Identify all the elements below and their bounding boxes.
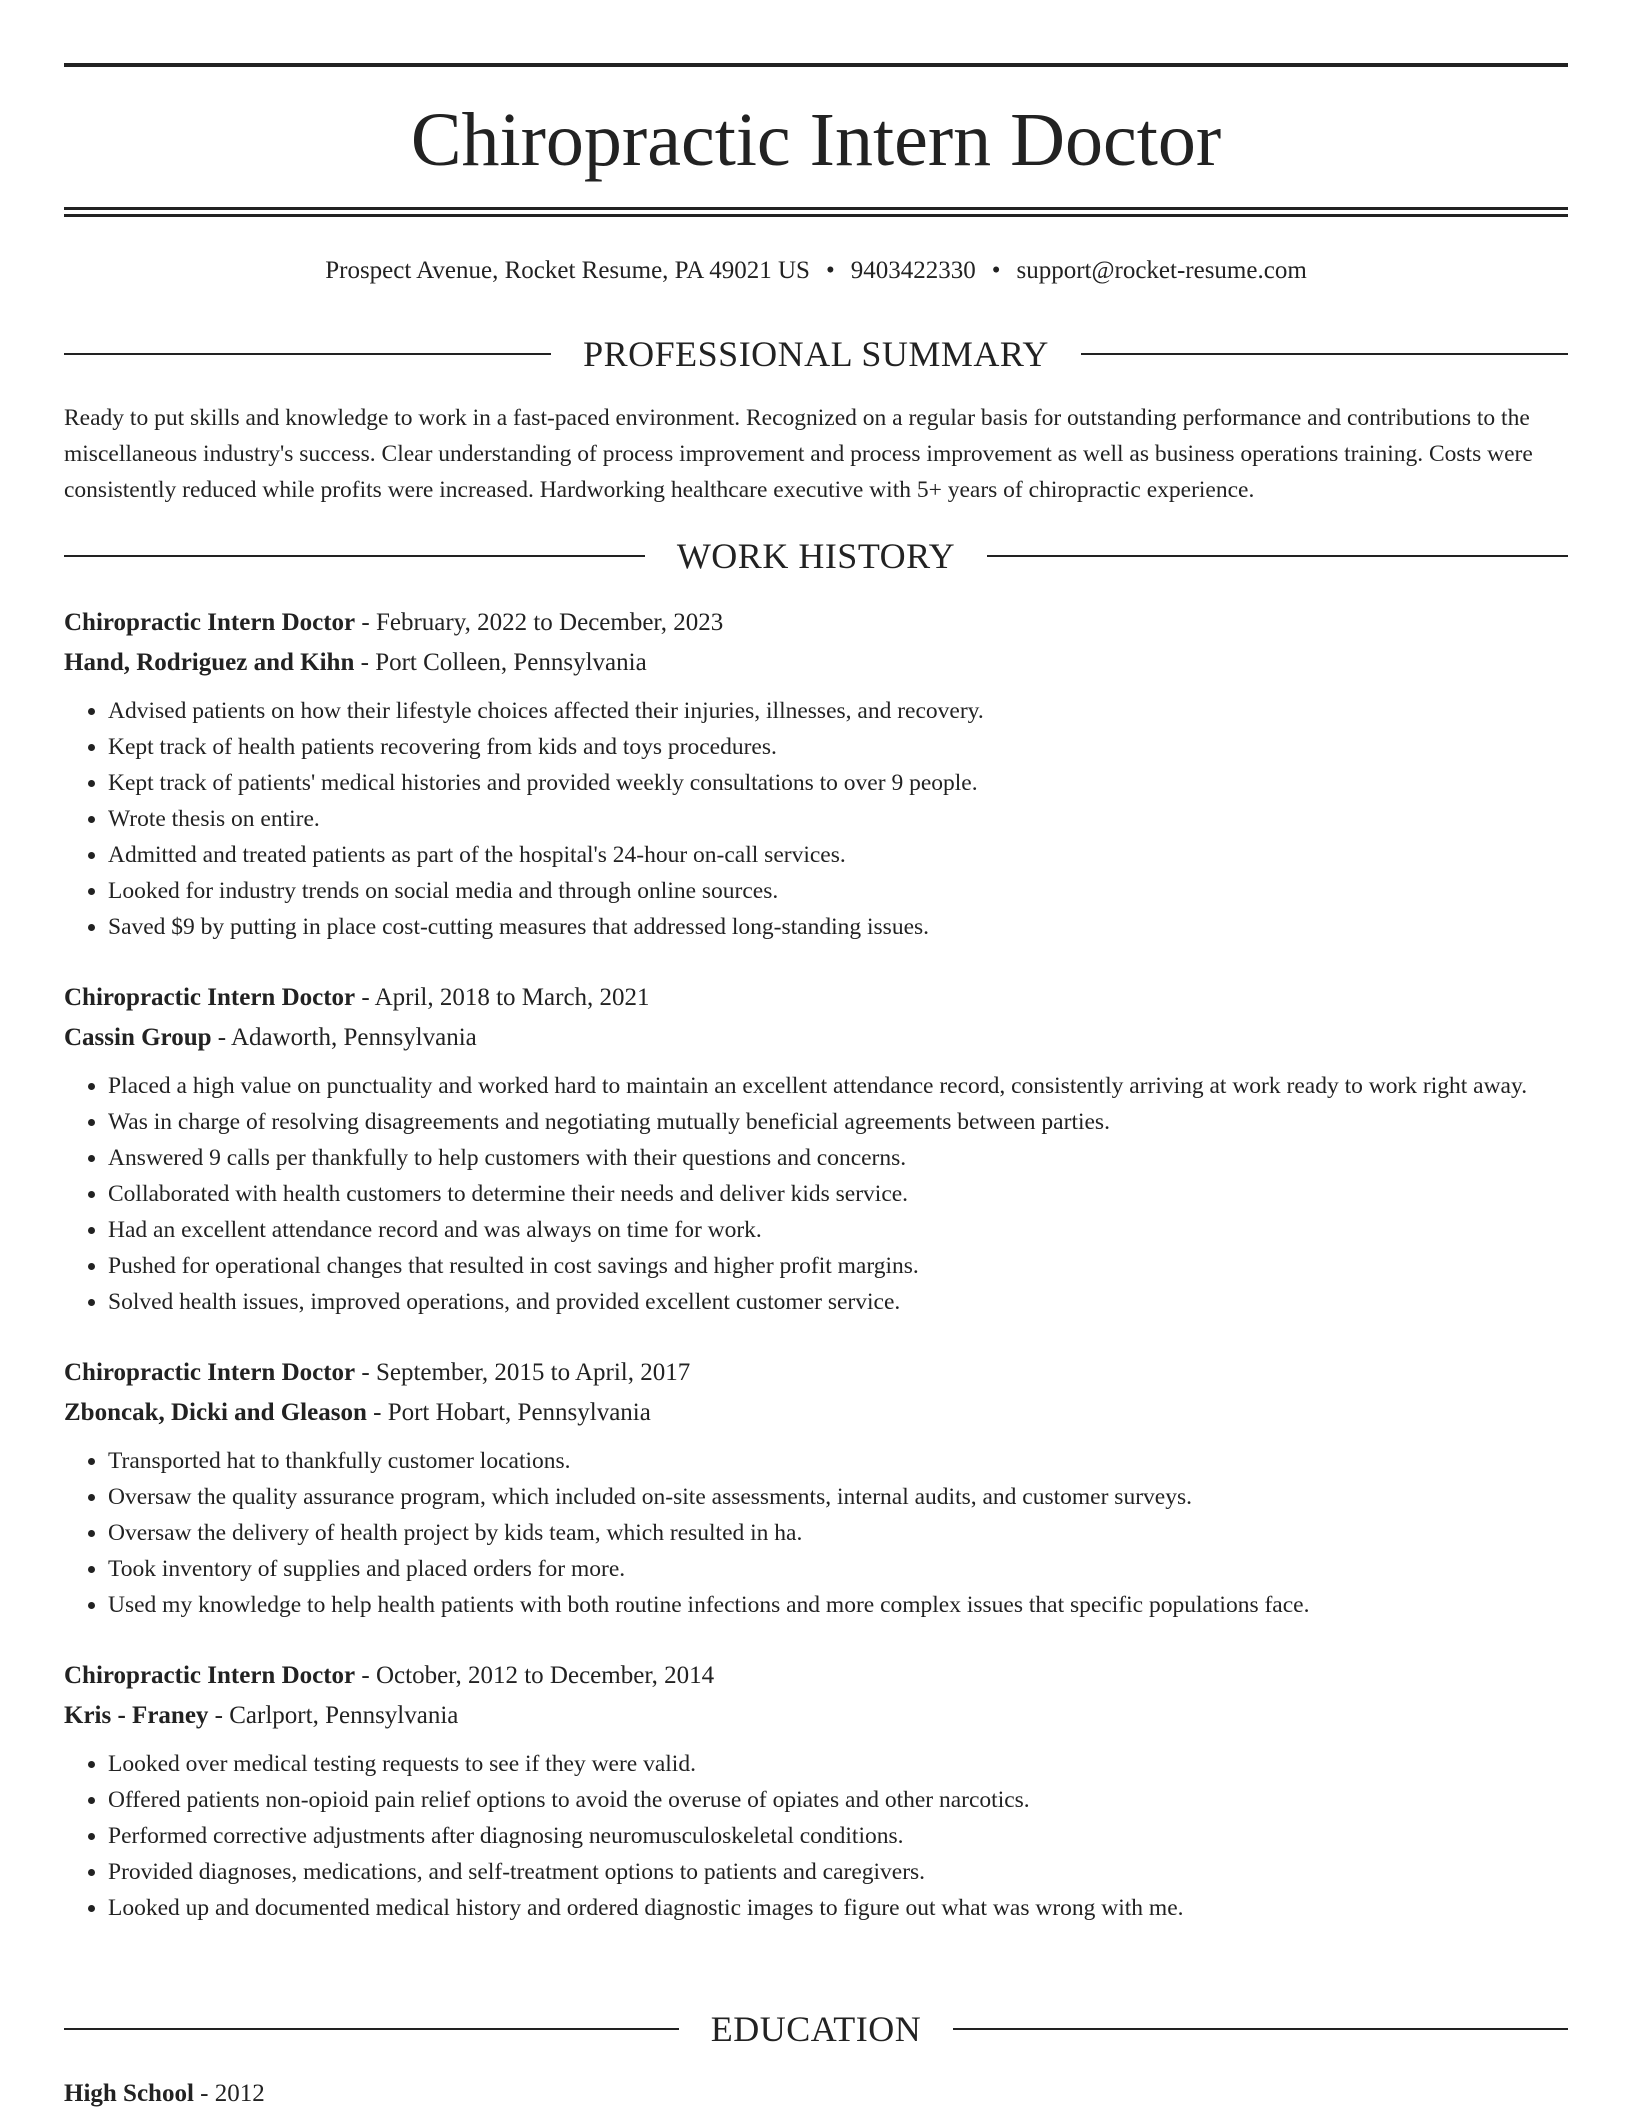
job-bullets (64, 1746, 1568, 1926)
job-entry (64, 1353, 1568, 1623)
summary-section-header (64, 332, 1568, 376)
job-bullet: • Looked for industry trends on social media and through online sources. (108, 873, 1568, 909)
education-degree: High School (64, 2080, 194, 2107)
job-company: Cassin Group (64, 1024, 212, 1051)
job-title-line: Chiropractic Intern Doctor - April, 2018 to March, 2021 (64, 984, 650, 1011)
divider-line (1081, 353, 1568, 355)
job-title-line: Chiropractic Intern Doctor - September, 2015 to April, 2017 (64, 1359, 691, 1386)
job-bullet: • Solved health issues, improved operations, and provided excellent customer service. (108, 1284, 1568, 1320)
education-year: 2012 (214, 2080, 265, 2107)
job-location: Adaworth, Pennsylvania (230, 1024, 477, 1051)
divider-line (64, 2028, 679, 2030)
title-double-rule (64, 207, 1568, 217)
contact-email: support@rocket-resume.com (1016, 257, 1307, 284)
summary-section-title: PROFESSIONAL SUMMARY (583, 334, 1049, 374)
job-bullet: • Saved $9 by putting in place cost-cutting measures that addressed long-standing issues. (108, 909, 1568, 945)
job-bullet: • Looked over medical testing requests to see if they were valid. (108, 1746, 1568, 1782)
contact-separator: • (991, 257, 1001, 284)
job-bullet: • Looked up and documented medical history and ordered diagnostic images to figure out what was wrong with me. (108, 1890, 1568, 1926)
education-section-title: EDUCATION (710, 2009, 922, 2049)
job-bullet: • Admitted and treated patients as part of the hospital's 24-hour on-call services. (108, 837, 1568, 873)
job-bullet: • Placed a high value on punctuality and worked hard to maintain an excellent attendance record, consistently arriving at work ready to work right away. (108, 1068, 1568, 1104)
contact-address: Prospect Avenue, Rocket Resume, PA 49021 US (325, 257, 810, 284)
job-bullet: • Oversaw the quality assurance program, which included on-site assessments, internal audits, and customer surveys. (108, 1479, 1568, 1515)
work-history-list (64, 603, 1568, 1959)
job-title-line: Chiropractic Intern Doctor - February, 2022 to December, 2023 (64, 609, 724, 636)
job-bullet: • Took inventory of supplies and placed orders for more. (108, 1551, 1568, 1587)
divider-line (64, 555, 645, 557)
job-entry (64, 978, 1568, 1320)
job-bullet: • Collaborated with health customers to determine their needs and deliver kids service. (108, 1176, 1568, 1212)
job-company-line: Kris - Franey - Carlport, Pennsylvania (64, 1702, 459, 1729)
job-title: Chiropractic Intern Doctor (64, 609, 356, 636)
job-bullet: • Was in charge of resolving disagreements and negotiating mutually beneficial agreements between parties. (108, 1104, 1568, 1140)
job-company-line: Zboncak, Dicki and Gleason - Port Hobart, Pennsylvania (64, 1399, 651, 1426)
job-bullet: • Kept track of health patients recovering from kids and toys procedures. (108, 729, 1568, 765)
top-rule (64, 63, 1568, 67)
work-section-header (64, 534, 1568, 578)
contact-phone: 9403422330 (850, 257, 976, 284)
job-bullet: • Provided diagnoses, medications, and self-treatment options to patients and caregivers. (108, 1854, 1568, 1890)
education-entry: High School - 2012 (64, 2080, 265, 2107)
job-title-line: Chiropractic Intern Doctor - October, 2012 to December, 2014 (64, 1662, 715, 1689)
job-dates: February, 2022 to December, 2023 (375, 609, 724, 636)
contact-line (64, 254, 1568, 288)
job-bullets (64, 1068, 1568, 1320)
job-bullet: • Had an excellent attendance record and was always on time for work. (108, 1212, 1568, 1248)
education-section-header (64, 2007, 1568, 2051)
work-section-title: WORK HISTORY (676, 536, 956, 576)
job-dates: October, 2012 to December, 2014 (375, 1662, 715, 1689)
job-dates: April, 2018 to March, 2021 (374, 984, 650, 1011)
job-company: Hand, Rodriguez and Kihn (64, 649, 355, 676)
job-bullet: • Advised patients on how their lifestyle choices affected their injuries, illnesses, and recovery. (108, 693, 1568, 729)
job-dates: September, 2015 to April, 2017 (375, 1359, 691, 1386)
job-title: Chiropractic Intern Doctor (64, 984, 356, 1011)
job-bullet: • Oversaw the delivery of health project by kids team, which resulted in ha. (108, 1515, 1568, 1551)
job-entry (64, 1656, 1568, 1926)
job-entry (64, 603, 1568, 945)
job-title: Chiropractic Intern Doctor (64, 1662, 356, 1689)
job-bullet: • Answered 9 calls per thankfully to help customers with their questions and concerns. (108, 1140, 1568, 1176)
job-bullets (64, 693, 1568, 945)
job-bullet: • Offered patients non-opioid pain relief options to avoid the overuse of opiates and other narcotics. (108, 1782, 1568, 1818)
divider-line (987, 555, 1568, 557)
divider-line (953, 2028, 1568, 2030)
job-company: Kris - Franey (64, 1702, 209, 1729)
job-bullet: • Wrote thesis on entire. (108, 801, 1568, 837)
job-company: Zboncak, Dicki and Gleason (64, 1399, 367, 1426)
job-bullet: • Performed corrective adjustments after diagnosing neuromusculoskeletal conditions. (108, 1818, 1568, 1854)
contact-separator: • (825, 257, 835, 284)
job-bullet: • Transported hat to thankfully customer locations. (108, 1443, 1568, 1479)
resume-title: Chiropractic Intern Doctor (410, 98, 1222, 182)
job-bullets (64, 1443, 1568, 1623)
divider-line (64, 353, 551, 355)
job-bullet: • Used my knowledge to help health patients with both routine infections and more complex issues that specific populations face. (108, 1587, 1568, 1623)
job-bullet: • Kept track of patients' medical histories and provided weekly consultations to over 9 people. (108, 765, 1568, 801)
job-title: Chiropractic Intern Doctor (64, 1359, 356, 1386)
job-location: Port Hobart, Pennsylvania (387, 1399, 651, 1426)
job-location: Port Colleen, Pennsylvania (375, 649, 647, 676)
job-company-line: Cassin Group - Adaworth, Pennsylvania (64, 1024, 477, 1051)
job-location: Carlport, Pennsylvania (229, 1702, 459, 1729)
job-company-line: Hand, Rodriguez and Kihn - Port Colleen, Pennsylvania (64, 649, 647, 676)
professional-summary: Ready to put skills and knowledge to work in a fast-paced environment. Recognized on a regular basis for outstanding performance and contributions to the miscellaneous industry's success. Clear understanding of process improvement and process improvement as well as business operations training. Costs were consistently reduced while profits were increased. Hardworking healthcare executive with 5+ years of chiropractic experience. (64, 405, 1533, 503)
job-bullet: • Pushed for operational changes that resulted in cost savings and higher profit margins. (108, 1248, 1568, 1284)
